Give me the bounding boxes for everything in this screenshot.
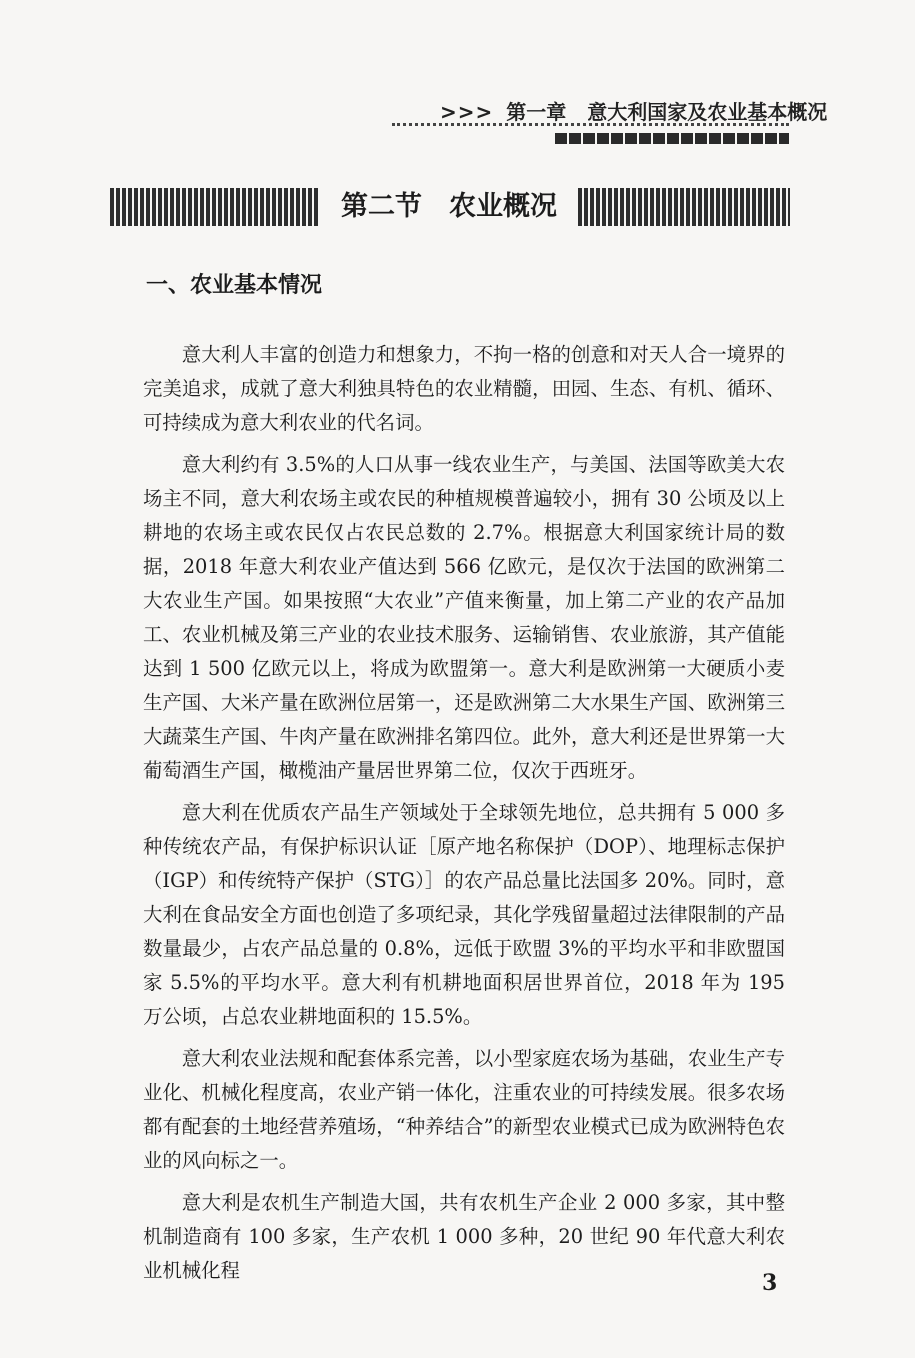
running-header [440, 96, 828, 124]
subsection-title: 一、农业基本情况 [146, 273, 323, 298]
section-title: 第二节 农业概况 [320, 186, 578, 228]
header-dotted-rule [392, 123, 789, 126]
paragraph: 意大利人丰富的创造力和想象力，不拘一格的创意和对天人合一境界的完美追求，成就了意大利独具特色的农业精髓，田园、生态、有机、循环、可持续成为意大利农业的代名词。 [143, 343, 785, 434]
header-chapter-number: 第一章 [506, 100, 567, 124]
page-number: 3 [762, 1270, 778, 1296]
paragraph: 意大利约有 3.5%的人口从事一线农业生产，与美国、法国等欧美大农场主不同，意大利农场主或农民的种植规模普遍较小，拥有 30 公顷及以上耕地的农场主或农民仅占农民总数的 2.7%。根据意大利国家统计局的数据，2018 年意大利农业产值达到 566 亿欧元，是仅次于法国的欧洲第二大农业生产国。如果按照“大农业”产值来衡量，加上第二产业的农产品加工、农业机械及第三产业的农业技术服务、运输销售、农业旅游，其产值能达到 1 500 亿欧元以上，将成为欧盟第一。意大利是欧洲第一大硬质小麦生产国、大米产量在欧洲位居第一，还是欧洲第二大水果生产国、欧洲第三大蔬菜生产国、牛肉产量在欧洲排名第四位。此外，意大利还是世界第一大葡萄酒生产国，橄榄油产量居世界第二位，仅次于西班牙。 [143, 453, 785, 782]
paragraph: 意大利在优质农产品生产领域处于全球领先地位，总共拥有 5 000 多种传统农产品，有保护标识认证［原产地名称保护（DOP）、地理标志保护（IGP）和传统特产保护（STG）］的农产品总量比法国多 20%。同时，意大利在食品安全方面也创造了多项纪录，其化学残留量超过法律限制的产品数量最少，占农产品总量的 0.8%，远低于欧盟 3%的平均水平和非欧盟国家 5.5%的平均水平。意大利有机耕地面积居世界首位，2018 年为 195 万公顷，占总农业耕地面积的 15.5%。 [143, 801, 785, 1028]
header-chapter-title: 意大利国家及农业基本概况 [587, 100, 828, 124]
paragraph: 意大利农业法规和配套体系完善，以小型家庭农场为基础，农业生产专业化、机械化程度高，农业产销一体化，注重农业的可持续发展。很多农场都有配套的土地经营养殖场，“种养结合”的新型农业模式已成为欧洲特色农业的风向标之一。 [143, 1047, 785, 1172]
header-arrows: >>> [440, 100, 494, 124]
header-decorative-bar [555, 133, 789, 144]
paragraph: 意大利是农机生产制造大国，共有农机生产企业 2 000 多家，其中整机制造商有 100 多家，生产农机 1 000 多种，20 世纪 90 年代意大利农业机械化程 [143, 1191, 785, 1282]
body-text [143, 338, 785, 1296]
